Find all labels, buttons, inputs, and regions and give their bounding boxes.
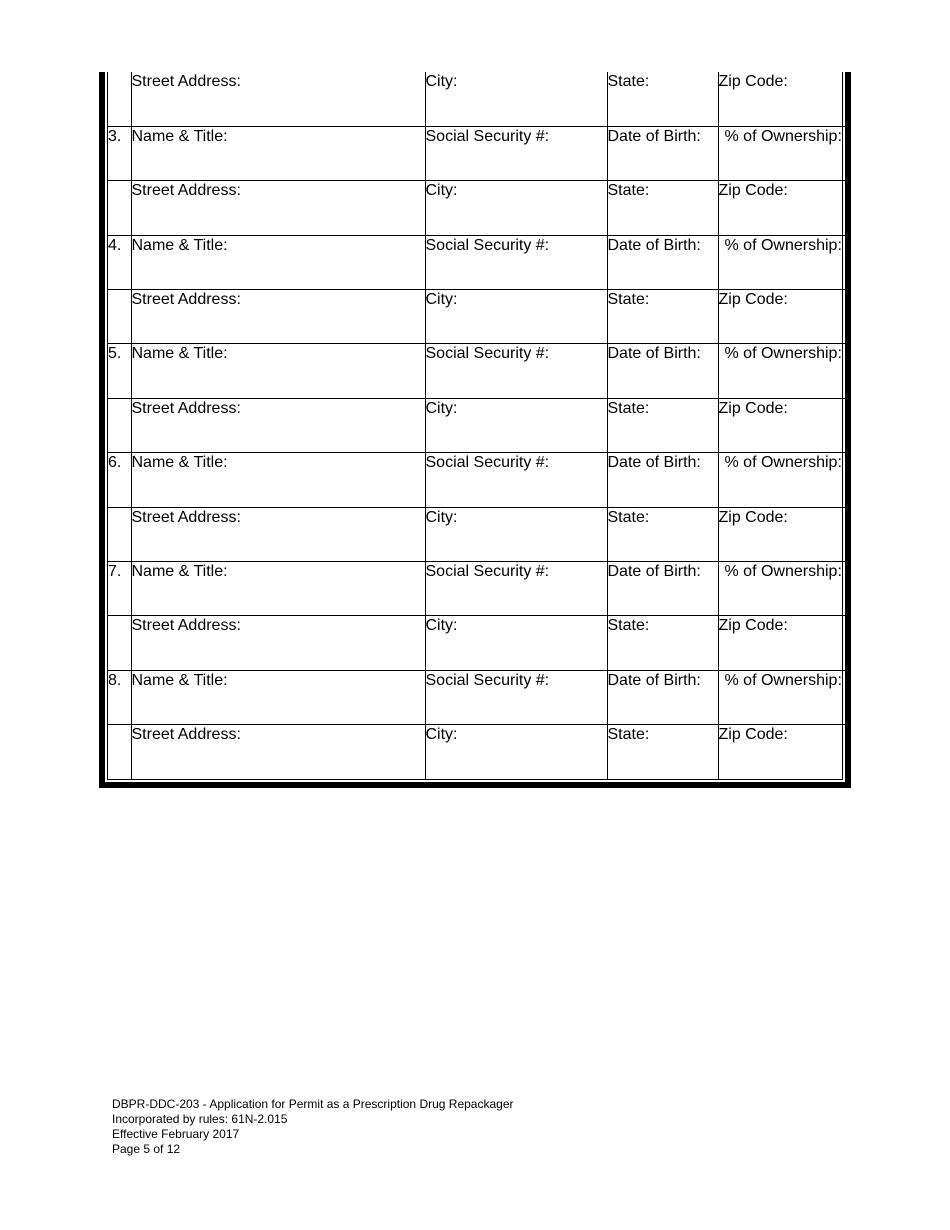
date-of-birth-field[interactable]: Date of Birth:: [607, 344, 718, 398]
street-address-field[interactable]: Street Address:: [131, 507, 425, 561]
date-of-birth-field[interactable]: Date of Birth:: [607, 126, 718, 180]
zip-code-field[interactable]: Zip Code:: [718, 181, 846, 235]
ownership-percent-field[interactable]: % of Ownership:: [718, 561, 846, 615]
ownership-percent-field[interactable]: % of Ownership:: [718, 344, 846, 398]
city-field[interactable]: City:: [425, 290, 607, 344]
street-address-field[interactable]: Street Address:: [131, 290, 425, 344]
state-field[interactable]: State:: [607, 181, 718, 235]
footer-page-number: Page 5 of 12: [112, 1142, 181, 1156]
social-security-field[interactable]: Social Security #:: [425, 126, 607, 180]
ownership-percent-field[interactable]: % of Ownership:: [718, 670, 846, 724]
row-number: [108, 181, 131, 235]
table-row: [108, 344, 846, 398]
name-title-field[interactable]: Name & Title:: [131, 453, 425, 507]
street-address-field[interactable]: Street Address:: [131, 616, 425, 670]
table-row: [108, 561, 846, 615]
ownership-percent-field[interactable]: % of Ownership:: [718, 453, 846, 507]
street-address-field[interactable]: Street Address:: [131, 398, 425, 452]
table-row: [108, 290, 846, 344]
row-number: [108, 725, 131, 780]
row-number: 7.: [108, 561, 131, 615]
ownership-table-inner: [107, 72, 843, 780]
name-title-field[interactable]: Name & Title:: [131, 670, 425, 724]
row-number: 3.: [108, 126, 131, 180]
street-address-field[interactable]: Street Address:: [131, 72, 425, 126]
footer-rules: Incorporated by rules: 61N-2.015: [112, 1112, 288, 1126]
zip-code-field[interactable]: Zip Code:: [718, 398, 846, 452]
zip-code-field[interactable]: Zip Code:: [718, 616, 846, 670]
table-row: [108, 507, 846, 561]
table-row: [108, 72, 846, 126]
row-number: 8.: [108, 670, 131, 724]
state-field[interactable]: State:: [607, 398, 718, 452]
row-number: 5.: [108, 344, 131, 398]
table-row: [108, 181, 846, 235]
name-title-field[interactable]: Name & Title:: [131, 561, 425, 615]
date-of-birth-field[interactable]: Date of Birth:: [607, 453, 718, 507]
state-field[interactable]: State:: [607, 616, 718, 670]
city-field[interactable]: City:: [425, 181, 607, 235]
social-security-field[interactable]: Social Security #:: [425, 235, 607, 289]
zip-code-field[interactable]: Zip Code:: [718, 72, 846, 126]
name-title-field[interactable]: Name & Title:: [131, 344, 425, 398]
state-field[interactable]: State:: [607, 725, 718, 780]
city-field[interactable]: City:: [425, 507, 607, 561]
row-number: [108, 290, 131, 344]
ownership-table-frame: [99, 72, 851, 788]
row-number: 4.: [108, 235, 131, 289]
footer-effective-date: Effective February 2017: [112, 1127, 240, 1141]
social-security-field[interactable]: Social Security #:: [425, 344, 607, 398]
state-field[interactable]: State:: [607, 507, 718, 561]
table-row: [108, 235, 846, 289]
city-field[interactable]: City:: [425, 398, 607, 452]
page-footer: [112, 1097, 514, 1157]
name-title-field[interactable]: Name & Title:: [131, 126, 425, 180]
ownership-percent-field[interactable]: % of Ownership:: [718, 235, 846, 289]
row-number: [108, 507, 131, 561]
row-number: 6.: [108, 453, 131, 507]
row-number: [108, 72, 131, 126]
city-field[interactable]: City:: [425, 616, 607, 670]
row-number: [108, 398, 131, 452]
date-of-birth-field[interactable]: Date of Birth:: [607, 670, 718, 724]
street-address-field[interactable]: Street Address:: [131, 181, 425, 235]
state-field[interactable]: State:: [607, 72, 718, 126]
city-field[interactable]: City:: [425, 725, 607, 780]
table-row: [108, 725, 846, 780]
social-security-field[interactable]: Social Security #:: [425, 453, 607, 507]
zip-code-field[interactable]: Zip Code:: [718, 725, 846, 780]
city-field[interactable]: City:: [425, 72, 607, 126]
name-title-field[interactable]: Name & Title:: [131, 235, 425, 289]
zip-code-field[interactable]: Zip Code:: [718, 290, 846, 344]
footer-form-title: DBPR-DDC-203 - Application for Permit as a Prescription Drug Repackager: [112, 1097, 514, 1111]
social-security-field[interactable]: Social Security #:: [425, 561, 607, 615]
table-row: [108, 670, 846, 724]
social-security-field[interactable]: Social Security #:: [425, 670, 607, 724]
table-row: [108, 126, 846, 180]
table-row: [108, 453, 846, 507]
ownership-table: [108, 72, 846, 779]
table-row: [108, 398, 846, 452]
state-field[interactable]: State:: [607, 290, 718, 344]
zip-code-field[interactable]: Zip Code:: [718, 507, 846, 561]
date-of-birth-field[interactable]: Date of Birth:: [607, 235, 718, 289]
ownership-percent-field[interactable]: % of Ownership:: [718, 126, 846, 180]
street-address-field[interactable]: Street Address:: [131, 725, 425, 780]
row-number: [108, 616, 131, 670]
date-of-birth-field[interactable]: Date of Birth:: [607, 561, 718, 615]
table-row: [108, 616, 846, 670]
